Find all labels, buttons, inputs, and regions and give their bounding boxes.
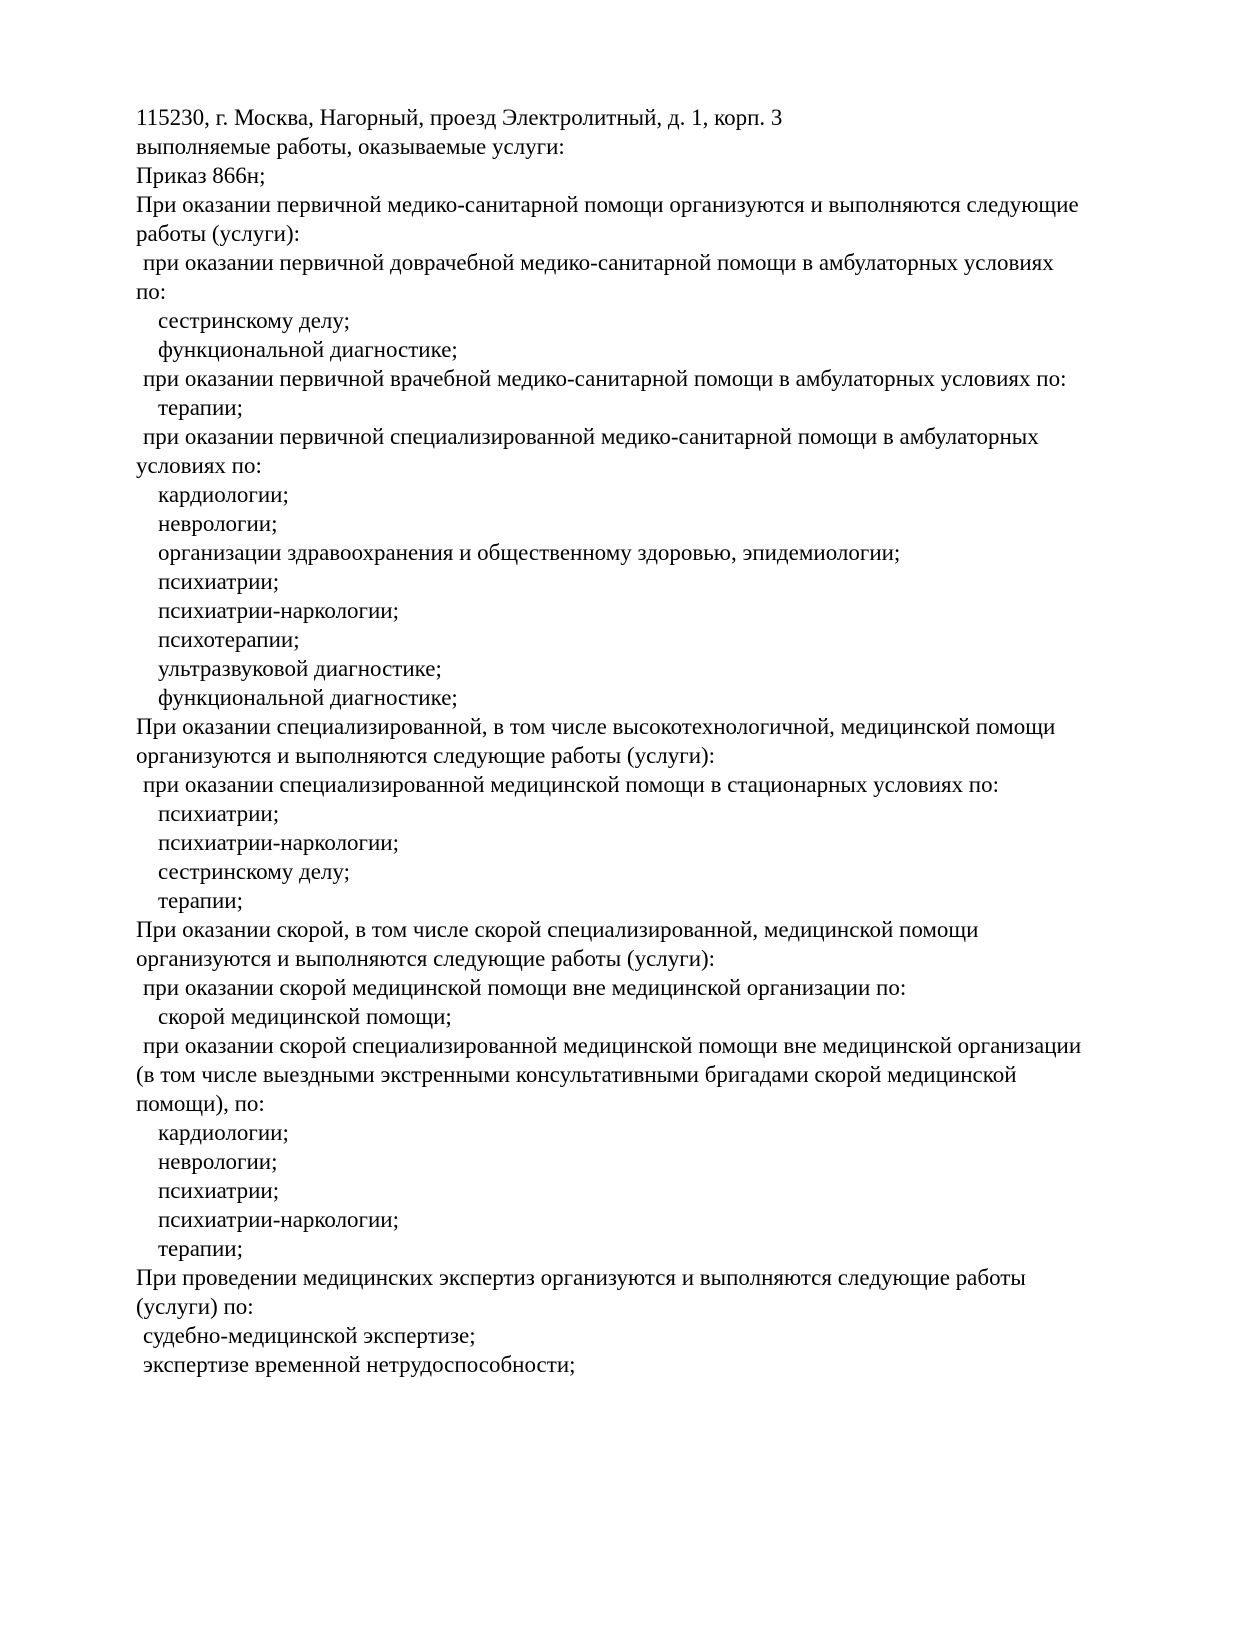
text-line: психиатрии; bbox=[158, 801, 280, 826]
text-line: психиатрии; bbox=[158, 569, 280, 594]
text-line: при оказании скорой специализированной медицинской помощи вне медицинской организации bbox=[143, 1033, 1082, 1058]
text-line: (услуги) по: bbox=[136, 1294, 254, 1319]
text-line: (в том числе выездными экстренными консультативными бригадами скорой медицинской bbox=[136, 1062, 1017, 1087]
text-line: психиатрии; bbox=[158, 1178, 280, 1203]
text-line: при оказании первичной врачебной медико-санитарной помощи в амбулаторных условиях по: bbox=[143, 366, 1067, 391]
text-line: кардиологии; bbox=[158, 1120, 289, 1145]
text-line: судебно-медицинской экспертизе; bbox=[143, 1323, 476, 1348]
text-line: организации здравоохранения и общественному здоровью, эпидемиологии; bbox=[158, 540, 901, 565]
text-line: организуются и выполняются следующие работы (услуги): bbox=[136, 946, 716, 971]
document-text-block bbox=[136, 103, 1190, 1379]
text-line: При проведении медицинских экспертиз организуются и выполняются следующие работы bbox=[136, 1265, 1026, 1290]
text-line: условиях по: bbox=[136, 453, 262, 478]
text-line: неврологии; bbox=[158, 511, 278, 536]
text-line: функциональной диагностике; bbox=[158, 337, 458, 362]
text-line: по: bbox=[136, 279, 167, 304]
text-line: При оказании специализированной, в том числе высокотехнологичной, медицинской помощи bbox=[136, 714, 1056, 739]
text-line: сестринскому делу; bbox=[158, 308, 350, 333]
text-line: психиатрии-наркологии; bbox=[158, 598, 399, 623]
text-line: выполняемые работы, оказываемые услуги: bbox=[136, 134, 565, 159]
text-line: неврологии; bbox=[158, 1149, 278, 1174]
text-line: психиатрии-наркологии; bbox=[158, 1207, 399, 1232]
text-line: скорой медицинской помощи; bbox=[158, 1004, 452, 1029]
text-line: помощи), по: bbox=[136, 1091, 265, 1116]
text-line: кардиологии; bbox=[158, 482, 289, 507]
text-line: 115230, г. Москва, Нагорный, проезд Электролитный, д. 1, корп. 3 bbox=[136, 105, 783, 130]
text-line: при оказании скорой медицинской помощи вне медицинской организации по: bbox=[143, 975, 907, 1000]
text-line: работы (услуги): bbox=[136, 221, 300, 246]
text-line: психиатрии-наркологии; bbox=[158, 830, 399, 855]
text-line: ультразвуковой диагностике; bbox=[158, 656, 442, 681]
text-line: при оказании первичной специализированной медико-санитарной помощи в амбулаторных bbox=[143, 424, 1039, 449]
text-line: при оказании специализированной медицинской помощи в стационарных условиях по: bbox=[143, 772, 999, 797]
text-line: При оказании скорой, в том числе скорой специализированной, медицинской помощи bbox=[136, 917, 979, 942]
text-line: терапии; bbox=[158, 1236, 243, 1261]
text-line: экспертизе временной нетрудоспособности; bbox=[143, 1352, 576, 1377]
text-line: организуются и выполняются следующие работы (услуги): bbox=[136, 743, 716, 768]
text-line: функциональной диагностике; bbox=[158, 685, 458, 710]
text-line: терапии; bbox=[158, 888, 243, 913]
text-line: Приказ 866н; bbox=[136, 163, 266, 188]
text-line: При оказании первичной медико-санитарной помощи организуются и выполняются следующие bbox=[136, 192, 1079, 217]
text-line: терапии; bbox=[158, 395, 243, 420]
text-line: при оказании первичной доврачебной медико-санитарной помощи в амбулаторных условиях bbox=[143, 250, 1054, 275]
text-line: сестринскому делу; bbox=[158, 859, 350, 884]
text-line: психотерапии; bbox=[158, 627, 300, 652]
